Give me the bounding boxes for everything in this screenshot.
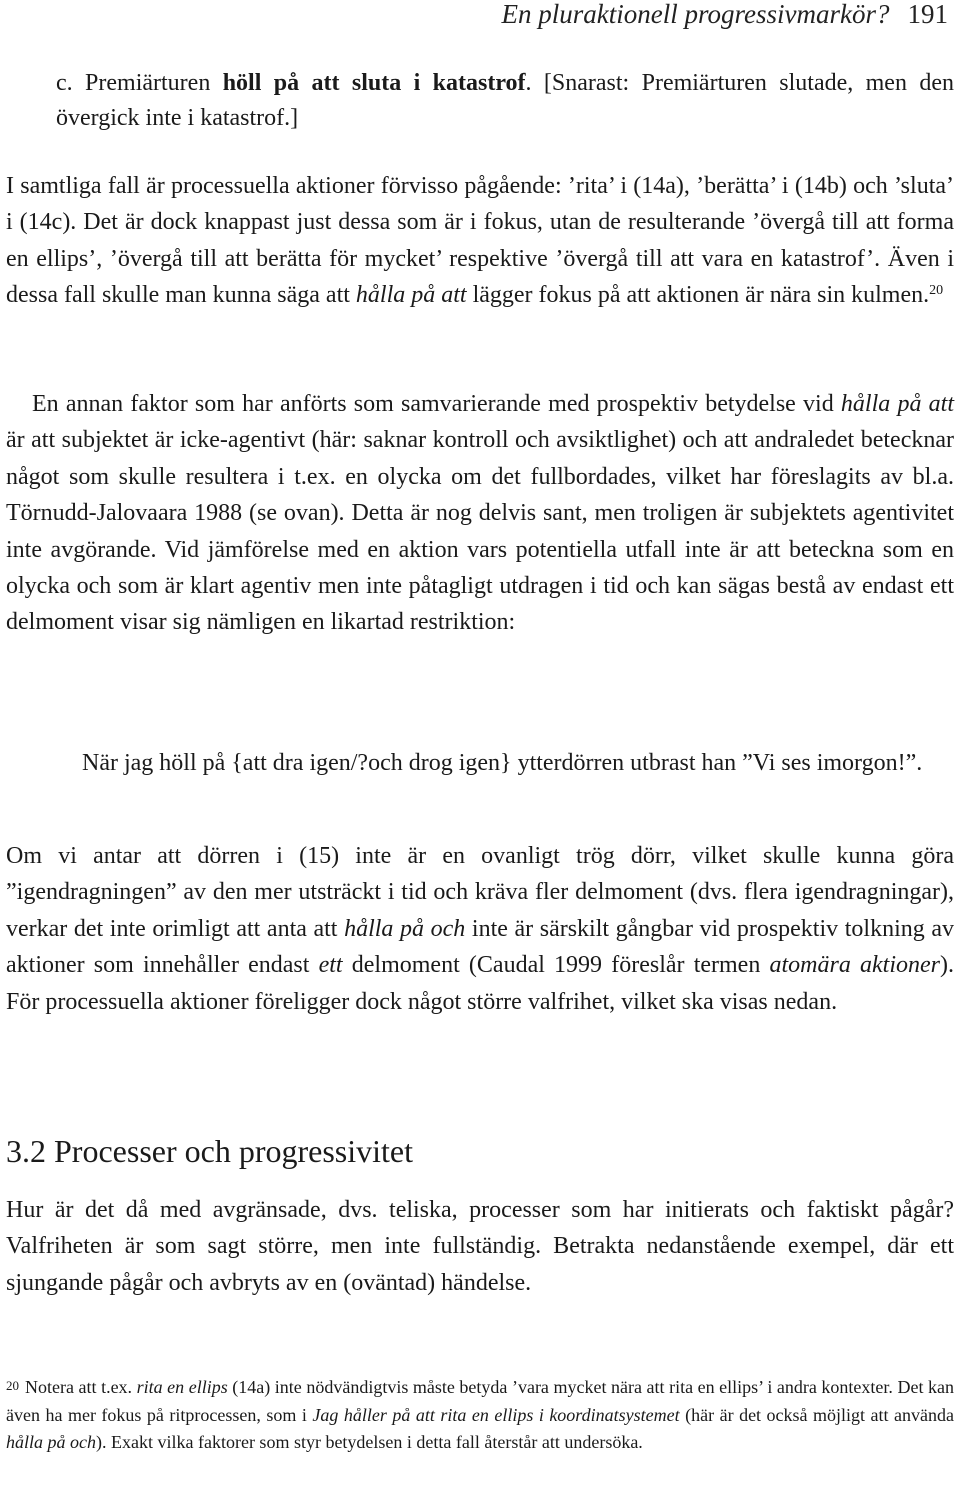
section-heading: 3.2 Processer och progressivitet [6, 1133, 414, 1169]
para2-text-1: En annan faktor som har anförts som samvarierande med prospektiv betydelse vid [32, 391, 841, 417]
footnote-text-4: ). Exakt vilka faktorer som styr betydelsen i detta fall återstår att undersöka. [96, 1432, 643, 1452]
footnote-italic-3: hålla på och [6, 1432, 96, 1452]
footnote-ref-20[interactable]: 20 [929, 283, 944, 299]
para3-italic-1: hålla på och [344, 915, 466, 942]
footnote-italic-2: Jag håller på att rita en ellips i koordinatsystemet [312, 1404, 680, 1425]
para1-text-2: lägger fokus på att aktionen är nära sin kulmen. [466, 282, 930, 309]
para3-text-3: delmoment (Caudal 1999 föreslår termen [342, 952, 770, 979]
para1-italic-1: hålla på att [355, 282, 467, 309]
para3-italic-2: ett [318, 952, 343, 979]
para3-text-1: Om vi antar att dörren i (15) inte är en ovanligt trög dörr, vilket skulle kunna göra ”igendragningen” av den mer utsträckt i tid och kräva fler delmoment (dvs. flera igendragningar), verkar det inte orimligt att anta att [6, 843, 954, 942]
example-15-text: När jag höll på {att dra igen/?och drog igen} ytterdörren utbrast han ”Vi ses imorgon!”. [82, 750, 923, 776]
para3-italic-3: atomära aktioner [769, 952, 940, 979]
page-number: 191 [907, 0, 948, 29]
para1-text-1: I samtliga fall är processuella aktioner förvisso pågående: ’rita’ i (14a), ’berätta’ i (14b) och ’sluta’ i (14c). Det är dock knappast just dessa som är i fokus, utan de resulterande ’övergå till att forma en ellips’, ’övergå till att berätta för mycket’ respektive ’övergå till att vara en katastrof’. Även i dessa fall skulle man kunna säga att [6, 173, 954, 309]
footnote-text-2: (14a) inte nödvändigtvis måste betyda ’vara mycket nära att rita en ellips’ i andra kontexter. Det kan även ha mer fokus på ritprocessen, som i [6, 1377, 954, 1425]
para3-text-2: inte är särskilt gångbar vid prospektiv tolkning av aktioner som innehåller endast [6, 915, 955, 979]
paragraph-3 [6, 838, 954, 1020]
footnote-italic-1: rita en ellips [136, 1377, 228, 1397]
example-c-bold: höll på att sluta i katastrof [222, 70, 526, 96]
example-15 [6, 746, 954, 780]
para2-italic-1: hålla på att [840, 391, 955, 417]
footnote-text-3: (här är det också möjligt att använda [679, 1404, 954, 1425]
footnote-mark: 20 [6, 1378, 19, 1393]
running-title: En pluraktionell progressivmarkör? [501, 0, 890, 29]
example-c-rest: . [Snarast: Premiärturen slutade, men den övergick inte i katastrof.] [56, 70, 954, 131]
example-c-prefix: c. Premiärturen [56, 70, 223, 96]
para2-text-2: är att subjektet är icke-agentivt (här: saknar kontroll och avsiktlighet) och att andraledet betecknar något som skulle resultera i t.ex. en olycka om det fullbordades, vilket har föreslagits av bl.a. Törnudd-Jalovaara 1988 (se ovan). Detta är nog delvis sant, men troligen är subjektets agentivitet inte avgörande. Vid jämförelse med en aktion vars potentiella utfall inte är att beteckna som en olycka och som är klart agentiv men inte påtagligt utdragen i tid och kan sägas bestå av endast ett delmoment visar sig nämligen en likartad restriktion: [6, 427, 954, 636]
paragraph-2 [6, 386, 954, 641]
footnote-text-1: Notera att t.ex. [25, 1377, 137, 1397]
para4-text: Hur är det då med avgränsade, dvs. teliska, processer som har initierats och faktiskt pågår? Valfriheten är som sagt större, men inte fullständig. Betrakta nedanstående exempel, där ett sjungande pågår och avbryts av en (oväntad) händelse. [6, 1197, 954, 1296]
running-header [502, 0, 948, 30]
example-15-number [6, 746, 82, 780]
para3-text-4: ). För processuella aktioner föreligger dock något större valfrihet, vilket ska visas nedan. [6, 952, 954, 1015]
footnote-20 [6, 1374, 954, 1457]
example-c [56, 66, 954, 136]
paragraph-4 [6, 1192, 954, 1301]
paragraph-1 [6, 168, 954, 314]
